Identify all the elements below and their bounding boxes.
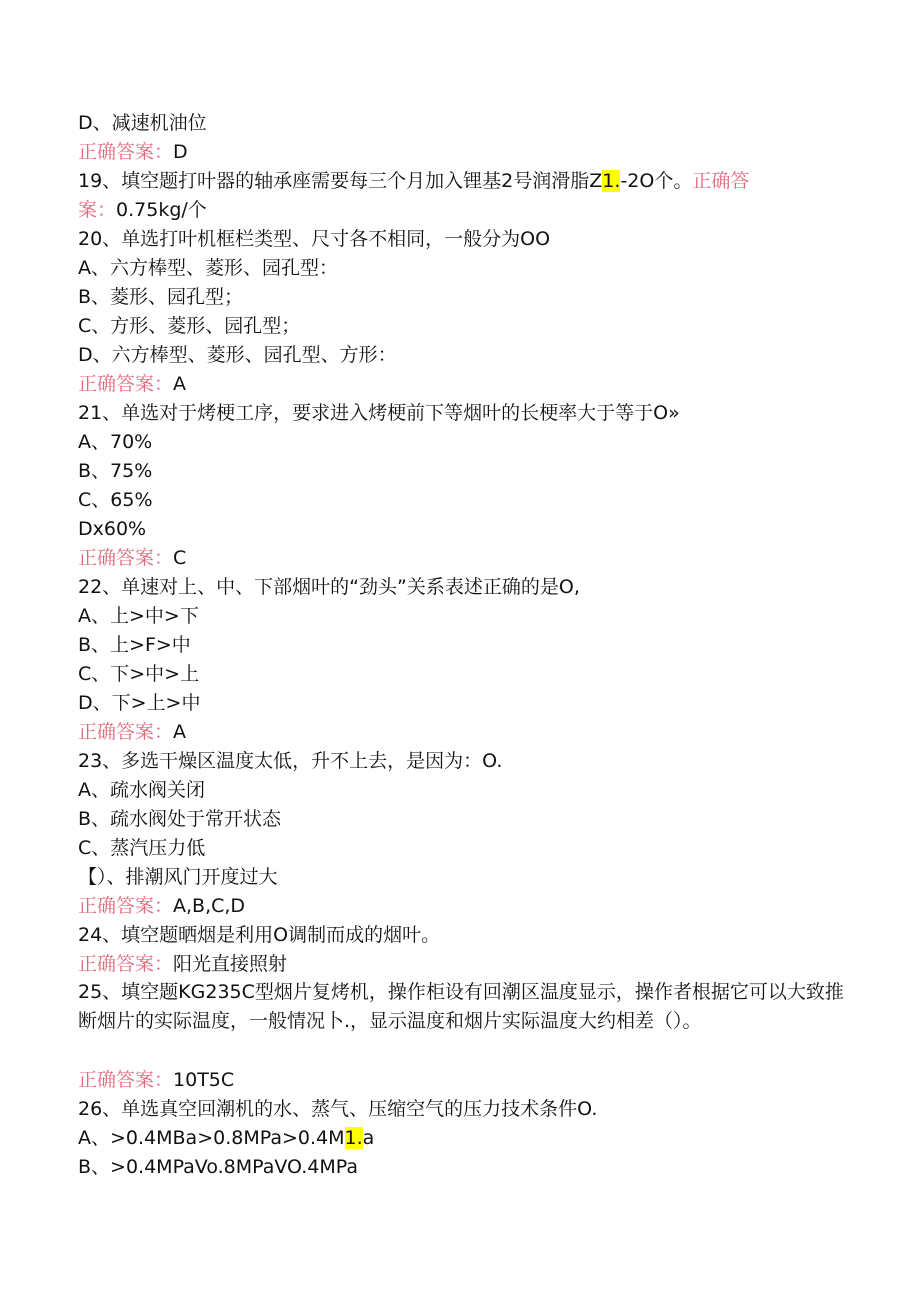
option-a-q21: A、70%	[78, 431, 153, 453]
answer-q19	[78, 197, 848, 223]
answer-value: 0.75kg∕个	[116, 199, 207, 221]
answer-label: 正确答案：	[78, 1069, 174, 1091]
option-d-q20: D、六方棒型、菱形、园孔型、方形：	[78, 344, 397, 366]
question-text-tail: -2O个。	[620, 170, 693, 192]
answer-label-part: 案：	[78, 199, 117, 221]
option-c-q22: C、下>中>上	[78, 663, 200, 685]
option-text-tail: a	[362, 1127, 375, 1149]
option-b-q21: B、75%	[78, 460, 153, 482]
question-21: 21、单选对于烤梗工序，要求进入烤梗前下等烟叶的长梗率大于等于O»	[78, 402, 680, 424]
option-c-q23: C、蒸汽压力低	[78, 837, 206, 859]
answer-q18	[78, 139, 848, 165]
option-text: A、>0.4MBa>0.8MPa>0.4M	[78, 1127, 345, 1149]
answer-q23	[78, 893, 848, 919]
option-a-q23: A、疏水阀关闭	[78, 779, 205, 801]
question-19	[78, 168, 848, 194]
answer-label: 正确答案：	[78, 721, 174, 743]
answer-q21	[78, 545, 848, 571]
answer-value: 10T5C	[173, 1069, 235, 1091]
option-d-q23: 【）、排潮风门开度过大	[78, 866, 278, 888]
answer-label: 正确答案：	[78, 953, 174, 975]
option-b-q26: B、>0.4MPaVo.8MPaVO.4MPa	[78, 1156, 359, 1178]
option-a-q20: A、六方棒型、菱形、园孔型：	[78, 257, 338, 279]
answer-label: 正确答案：	[78, 141, 174, 163]
answer-q24	[78, 951, 848, 977]
answer-q25	[78, 1067, 848, 1093]
question-23: 23、多选干燥区温度太低，升不上去，是因为：O.	[78, 750, 503, 772]
highlight-mark: 1.	[344, 1127, 363, 1149]
question-25: 25、填空题KG235C型烟片复烤机，操作柜设有回潮区温度显示，操作者根据它可以大致推断烟片的实际温度，一般情况卜.，显示温度和烟片实际温度大约相差（）。	[78, 981, 844, 1032]
option-d-q22: D、下>上>中	[78, 692, 201, 714]
highlight-mark: 1.	[602, 170, 621, 192]
question-22: 22、单速对上、中、下部烟叶的“劲头”关系表述正确的是O,	[78, 576, 580, 598]
answer-label: 正确答案：	[78, 373, 174, 395]
answer-value: D	[173, 141, 188, 163]
question-24: 24、填空题晒烟是利用O调制而成的烟叶。	[78, 924, 441, 946]
answer-label-part: 正确答	[692, 170, 750, 192]
option-d-q21: Dx60%	[78, 518, 147, 540]
option-b-q22: B、上>F>中	[78, 634, 191, 656]
answer-value: A	[173, 373, 187, 395]
option-b-q23: B、疏水阀处于常开状态	[78, 808, 282, 830]
option-a-q26	[78, 1125, 848, 1151]
answer-label: 正确答案：	[78, 895, 174, 917]
answer-value: 阳光直接照射	[173, 953, 288, 975]
answer-value: A,B,C,D	[173, 895, 246, 917]
answer-q22	[78, 719, 848, 745]
question-26: 26、单选真空回潮机的水、蒸气、压缩空气的压力技术条件O.	[78, 1098, 598, 1120]
option-d-q18: D、减速机油位	[78, 112, 207, 134]
answer-value: C	[173, 547, 187, 569]
answer-q20	[78, 371, 848, 397]
option-c-q21: C、65%	[78, 489, 153, 511]
answer-label: 正确答案：	[78, 547, 174, 569]
answer-value: A	[173, 721, 187, 743]
question-20: 20、单选打叶机框栏类型、尺寸各不相同，一般分为OO	[78, 228, 551, 250]
option-c-q20: C、方形、菱形、园孔型；	[78, 315, 301, 337]
option-b-q20: B、菱形、园孔型；	[78, 286, 244, 308]
option-a-q22: A、上>中>下	[78, 605, 199, 627]
question-text: 19、填空题打叶器的轴承座需要每三个月加入锂基2号润滑脂Z	[78, 170, 603, 192]
